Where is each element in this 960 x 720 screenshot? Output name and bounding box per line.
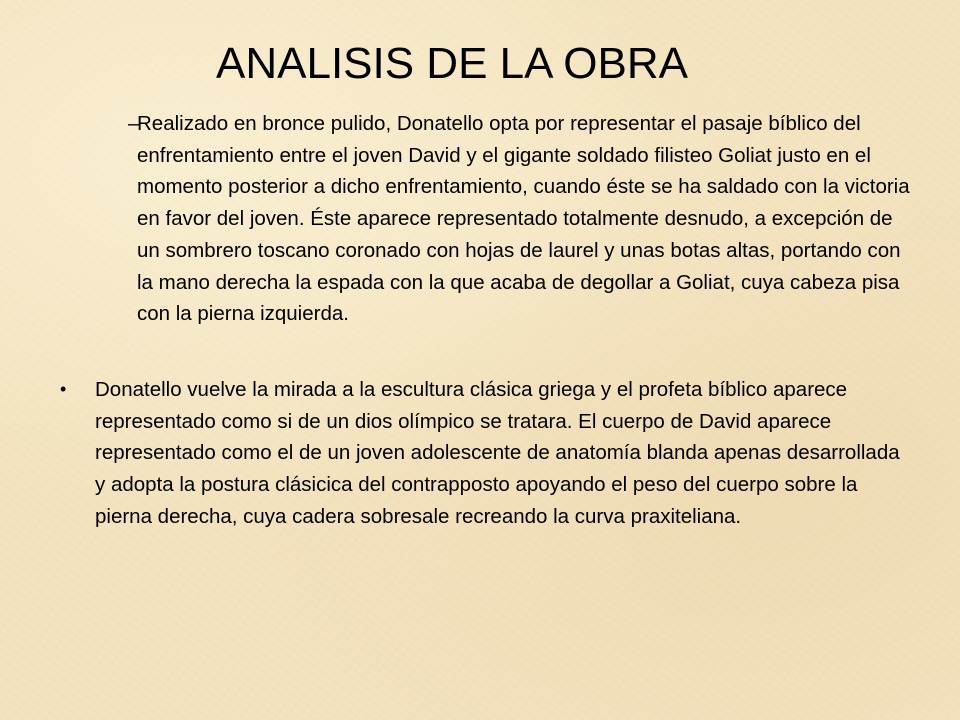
- bullet-marker: •: [60, 379, 67, 399]
- slide-title: ANALISIS DE LA OBRA: [216, 39, 688, 88]
- bullet-text: Donatello vuelve la mirada a la escultura clásica griega y el profeta bíblico aparece representado como si de un dios olímpico se tratara. El cuerpo de David aparece representado como el de un joven adolescente de anatomía blanda apenas desarrollada y adopta la postura clásicica del contrapposto apoyando el peso del cuerpo sobre la pierna derecha, cuya cadera sobresale recreando la curva praxiteliana.: [95, 378, 900, 528]
- sub-bullet-text: Realizado en bronce pulido, Donatello opta por representar el pasaje bíblico del enfrentamiento entre el joven David y el gigante soldado filisteo Goliat justo en el momento posterior a dicho enfrentamiento, cuando éste se ha saldado con la victoria en favor del joven. Éste aparece representado totalmente desnudo, a excepción de un sombrero toscano coronado con hojas de laurel y unas botas altas, portando con la mano derecha la espada con la que acaba de degollar a Goliat, cuya cabeza pisa con la pierna izquierda.: [137, 112, 910, 326]
- dash-marker: –: [128, 112, 140, 135]
- sub-bullet-item: [100, 108, 910, 330]
- bullet-item: [60, 374, 910, 533]
